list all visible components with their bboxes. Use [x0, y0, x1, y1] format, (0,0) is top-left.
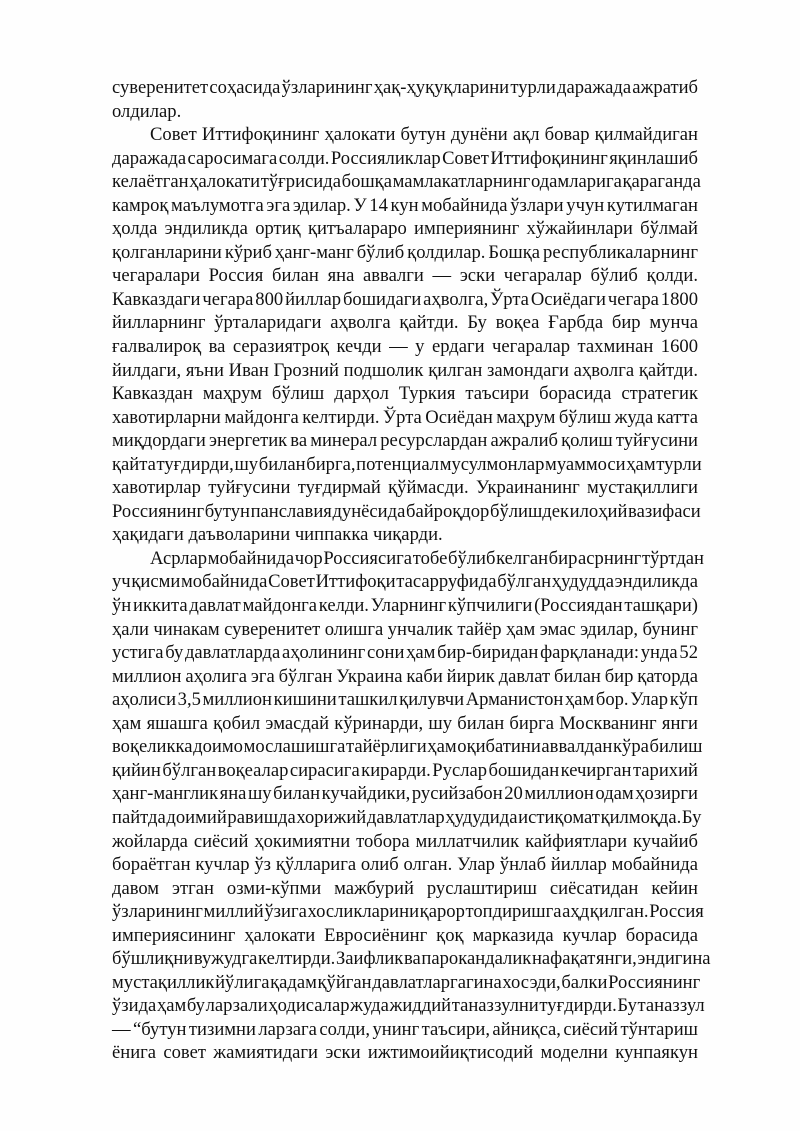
- text-line: ҳанг-манглик яна шу билан кучайдики, русийзабон 20 миллион одам ҳозирги: [112, 783, 698, 805]
- text-line: ўзларининг миллий ўзига хосликларини қарор топдиришга аҳд қилган. Россия: [112, 901, 704, 923]
- text-line: ҳақидаги даъволарини чиппакка чиқарди.: [112, 524, 443, 546]
- text-line: Кавказдаги чегара 800 йиллар бошидаги аҳволга, Ўрта Осиёдаги чегара 1800: [112, 288, 698, 310]
- text-line: чегаралари Россия билан яна аввалги — эски чегаралар бўлиб қолди.: [112, 265, 698, 287]
- text-line: ҳолда эндиликда ортиқ қитъалараро империянинг хўжайинлари бўлмай: [112, 218, 698, 240]
- text-line: Кавказдан маҳрум бўлиш дарҳол Туркия таъсири борасида стратегик: [112, 383, 698, 405]
- text-line: камроқ маълумотга эга эдилар. У 14 кун мобайнида ўзлари учун кутилмаган: [112, 194, 698, 216]
- text-line: йилларнинг ўрталаридаги аҳволга қайтди. Бу воқеа Ғарбда бир мунча: [112, 312, 698, 334]
- text-line: олдилар.: [112, 100, 182, 122]
- text-line: Асрлар мобайнида чор Россиясига тобе бўлиб келган бир асрнинг тўртдан: [150, 547, 704, 569]
- text-line: миллион аҳолига эга бўлган Украина каби йирик давлат билан бир қаторда: [112, 665, 698, 687]
- text-line: аҳолиси 3,5 миллион кишини ташкил қилувчи Арманистон ҳам бор. Улар кўп: [112, 689, 698, 711]
- text-line: бораётган кучлар ўз қўлларига олиб олган. Улар ўнлаб йиллар мобайнида: [112, 854, 698, 876]
- text-line: воқеликка доимо мослашишга тайёрлиги ҳам оқибатини аввалдан кўра билиш: [112, 736, 703, 758]
- text-line: Совет Иттифоқининг ҳалокати бутун дунёни ақл бовар қилмайдиган: [150, 124, 698, 146]
- text-line: миқдордаги энергетик ва минерал ресурслардан ажралиб қолиш туйғусини: [112, 430, 698, 452]
- text-line: пайтда доимий равишда хорижий давлатлар ҳудудида истиқомат қилмоқда. Бу: [112, 806, 702, 828]
- text-line: келаётган ҳалокати тўғрисида бошқа мамлакатларнинг одамларига қараганда: [112, 171, 701, 193]
- text-line: қайта туғдирди, шу билан бирга, потенциал мусулмонлар муаммоси ҳам турли: [112, 453, 702, 475]
- text-line: устига бу давлатларда аҳолининг сони ҳам бир-биридан фарқланади: унда 52: [112, 642, 698, 664]
- text-line: уч қисми мобайнида Совет Иттифоқи тасарруфида бўлган ҳудудда эндиликда: [112, 571, 698, 593]
- text-line: суверенитет соҳасида ўзларининг ҳақ-ҳуқуқларини турли даражада ажратиб: [112, 77, 698, 98]
- text-line: ҳали чинакам суверенитет олишга унчалик тайёр ҳам эмас эдилар, бунинг: [112, 618, 698, 640]
- text-line: хавотирлар туйғусини туғдирмай қўймасди. Украинанинг мустақиллиги: [112, 477, 698, 499]
- text-line: ҳам яшашга қобил эмасдай кўринарди, шу билан бирга Москванинг янги: [112, 712, 698, 734]
- text-line: давом этган озми-кўпми мажбурий руслаштириш сиёсатидан кейин: [112, 877, 698, 899]
- text-line: даражада саросимага солди. Россияликлар Совет Иттифоқининг яқинлашиб: [112, 147, 698, 169]
- text-line: ўн иккита давлат майдонга келди. Уларнинг кўпчилиги (Россиядан ташқари): [112, 595, 698, 617]
- text-line: йилдаги, яъни Иван Грозний подшолик қилган замондаги аҳволга қайтди.: [112, 359, 698, 381]
- text-line: Россиянинг бутун панславия дунёсида байроқдор бўлишдек илоҳий вазифаси: [112, 500, 701, 522]
- text-line: империясининг ҳалокати Евросиёнинг қоқ марказида кучлар борасида: [112, 924, 698, 946]
- text-line: бўшлиқни вужудга келтирди. Заифлик ва парокандалик нафақат янги, эндигина: [112, 948, 711, 970]
- text-line: қолганларини кўриб ҳанг-манг бўлиб қолдилар. Бошқа республикаларнинг: [112, 241, 698, 263]
- text-line: мустақиллик йўлига қадам қўйган давлатларгагина хос эди, балки Россиянинг: [112, 971, 701, 993]
- text-line: қийин бўлган воқеалар сирасига кирарди. Руслар бошидан кечирган тарихий: [112, 759, 698, 781]
- text-line: ёнига совет жамиятидаги эски ижтимоийиқтисодий моделни кунпаякун: [112, 1042, 698, 1064]
- text-line: ўзида ҳам бу ларзали ҳодисалар жуда жиддий таназзулни туғдирди. Бу таназзул: [112, 995, 705, 1017]
- text-line: — “бутун тизимни ларзага солди, унинг таъсири, айниқса, сиёсий тўнтариш: [112, 1018, 698, 1040]
- text-line: хавотирларни майдонга келтирди. Ўрта Осиёдан маҳрум бўлиш жуда катта: [112, 406, 698, 428]
- text-line: жойларда сиёсий ҳокимиятни тобора миллатчилик кайфиятлари кучайиб: [112, 830, 698, 852]
- text-line: ғалвалироқ ва серазиятроқ кечди — у ердаги чегаралар тахминан 1600: [112, 336, 698, 358]
- document-body-text: [112, 76, 711, 1065]
